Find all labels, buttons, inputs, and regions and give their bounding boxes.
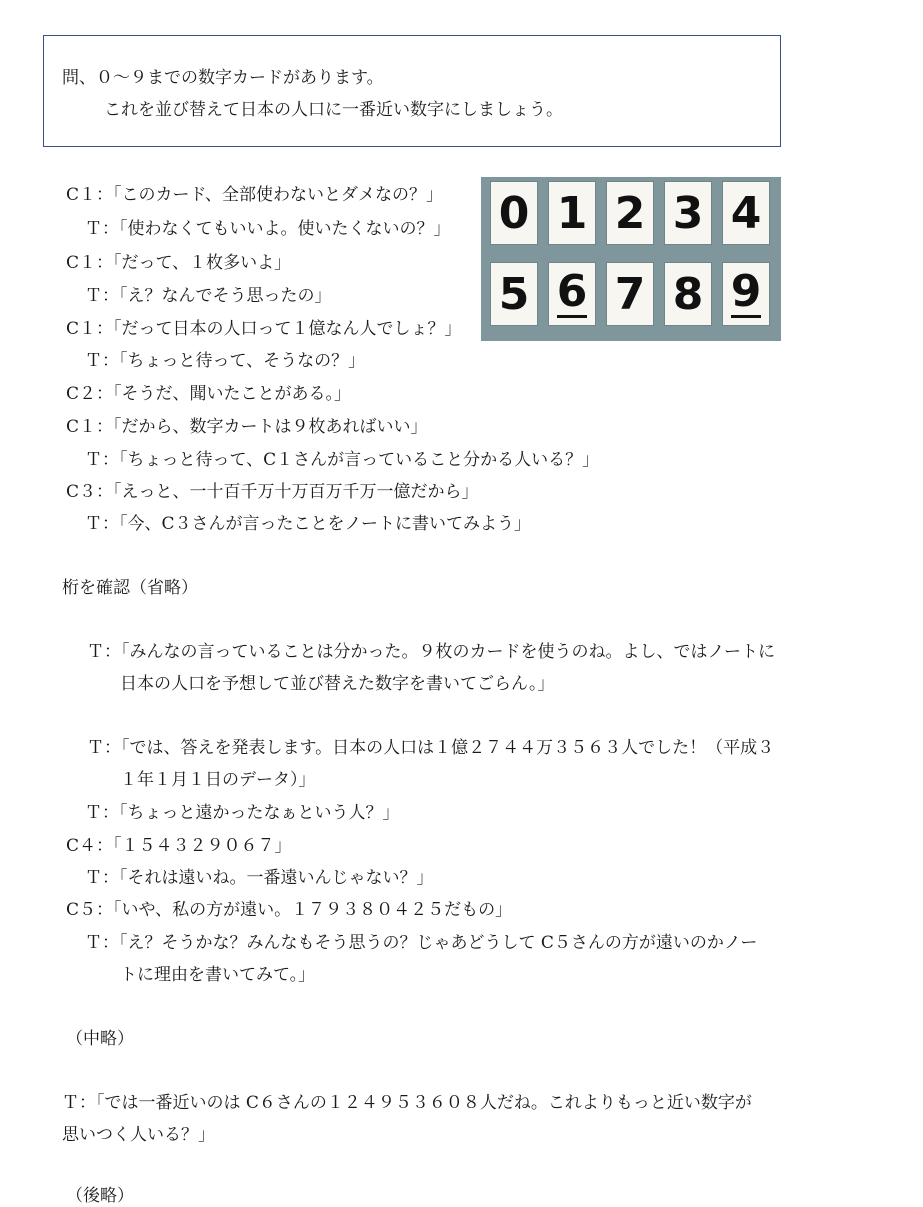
dialogue-line: C２：「そうだ、聞いたことがある。」 <box>66 384 352 404</box>
teacher-line: Ｔ：「みんなの言っていることは分かった。９枚のカードを使うのね。よし、ではノートに <box>87 642 775 662</box>
dialogue-line: Ｔ：「今、C３さんが言ったことをノートに書いてみよう」 <box>85 514 531 534</box>
dialogue-line: Ｔ：「使わなくてもいいよ。使いたくないの？」 <box>85 219 451 239</box>
teacher-line: Ｔ：「では一番近いのは C６さんの１２４９５３６０８人だね。これよりもっと近い数字が <box>62 1093 752 1113</box>
teacher-line: Ｔ：「では、答えを発表します。日本の人口は１億２７４４万３５６３人でした！（平成３ <box>87 738 775 758</box>
dialogue-line: Ｔ：「え？なんでそう思ったの」 <box>85 286 332 306</box>
teacher-line-continued: 日本の人口を予想して並び替えた数字を書いてごらん。」 <box>120 674 555 694</box>
dialogue-line: C１：「だって日本の人口って１億なん人でしょ？」 <box>66 319 462 339</box>
number-cards-photo <box>481 177 781 341</box>
dialogue-line: C４：「１５４３２９０６７」 <box>66 836 292 856</box>
number-card: 8 <box>665 263 711 325</box>
number-card: 1 <box>549 182 595 244</box>
dialogue-line: C１：「だから、数字カートは９枚あればいい」 <box>66 417 428 437</box>
number-card: 4 <box>723 182 769 244</box>
dialogue-line: C５：「いや、私の方が遠い。１７９３８０４２５だもの」 <box>66 900 513 920</box>
section-note: （後略） <box>66 1186 134 1206</box>
teacher-line: Ｔ：「え？そうかな？みんなもそう思うの？じゃあどうして C５さんの方が遠いのかノー <box>85 933 758 953</box>
number-card: 0 <box>491 182 537 244</box>
number-card: 7 <box>607 263 653 325</box>
problem-line-1: 問、０～９までの数字カードがあります。 <box>62 68 384 88</box>
dialogue-line: C１：「だって、１枚多いよ」 <box>66 253 292 273</box>
dialogue-line: Ｔ：「ちょっと遠かったなぁという人？」 <box>85 803 400 823</box>
teacher-line-continued: 思いつく人いる？」 <box>62 1125 215 1145</box>
teacher-line-continued: トに理由を書いてみて。」 <box>120 965 316 985</box>
dialogue-line: C３：「えっと、一十百千万十万百万千万一億だから」 <box>66 482 479 502</box>
number-card: 5 <box>491 263 537 325</box>
number-card: 2 <box>607 182 653 244</box>
section-note: （中略） <box>66 1029 134 1049</box>
problem-box <box>43 35 781 147</box>
dialogue-line: Ｔ：「ちょっと待って、C１さんが言っていること分かる人いる？」 <box>85 450 600 470</box>
dialogue-line: C１：「このカード、全部使わないとダメなの？」 <box>66 185 443 205</box>
number-card: 6 <box>549 263 595 325</box>
problem-line-2: これを並び替えて日本の人口に一番近い数字にしましょう。 <box>104 100 563 120</box>
dialogue-line: Ｔ：「それは遠いね。一番遠いんじゃない？」 <box>85 868 434 888</box>
section-note: 桁を確認（省略） <box>62 578 198 598</box>
number-card: 9 <box>723 263 769 325</box>
teacher-line-continued: １年１月１日のデータ）」 <box>120 770 316 790</box>
dialogue-line: Ｔ：「ちょっと待って、そうなの？」 <box>85 351 366 371</box>
number-card: 3 <box>665 182 711 244</box>
